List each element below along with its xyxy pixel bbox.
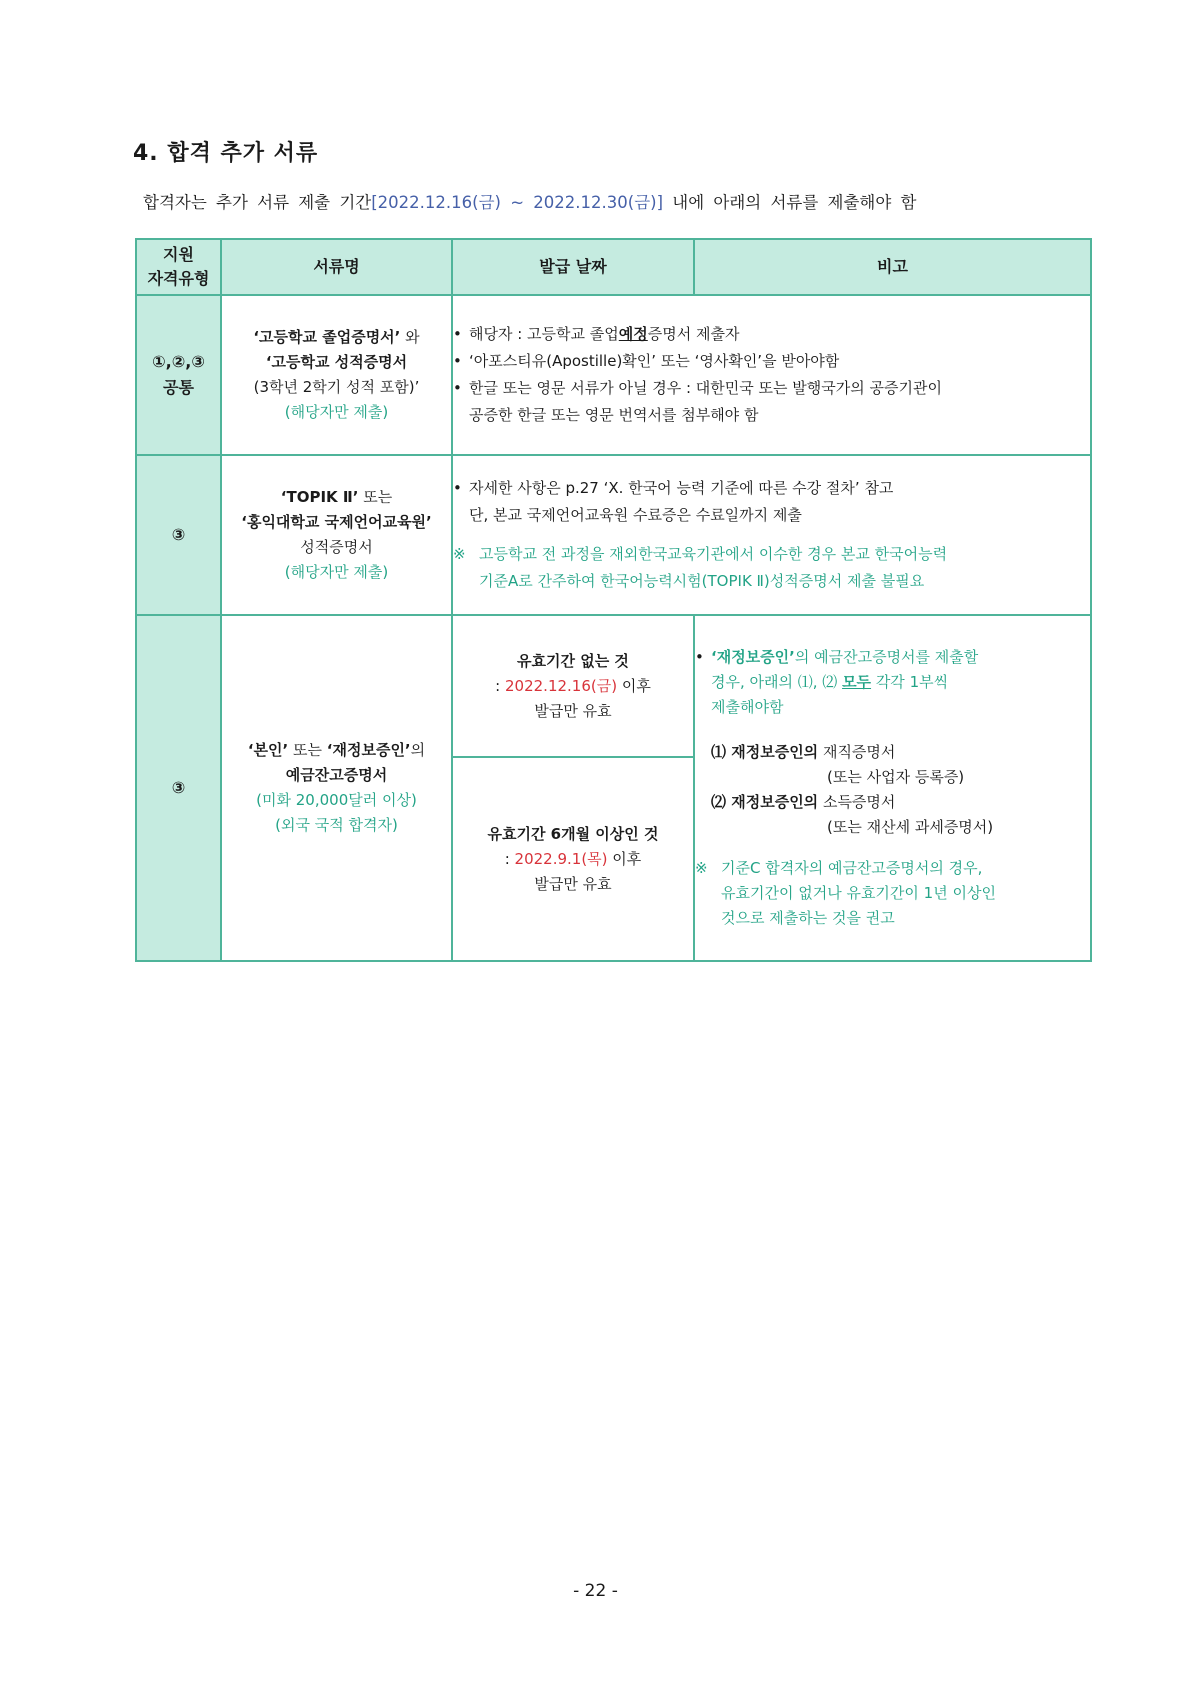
required-documents-table: [135, 238, 1092, 962]
row1-bullet-1: [453, 321, 1090, 348]
date2-tail: 발급만 유효: [534, 874, 612, 893]
table-row: [136, 295, 1091, 455]
intro-prefix: 합격자는 추가 서류 제출 기간: [143, 193, 372, 212]
row2-b1-line2: 단, 본교 국제언어교육원 수료증은 수료일까지 제출: [469, 506, 802, 524]
row3-b-line2a: 경우, 아래의 ⑴, ⑵: [711, 673, 843, 691]
row3-doc-c: 예금잔고증명서: [285, 766, 388, 784]
row1-doc-a: ‘고등학교 졸업증명서’: [253, 328, 401, 346]
table-row: [136, 455, 1091, 615]
submission-period: [2022.12.16(금) ~ 2022.12.30(금)]: [371, 193, 664, 212]
item2-number: ⑵: [711, 793, 732, 811]
section-title: 4. 합격 추가 서류: [133, 141, 319, 166]
row1-applicant-type: [136, 295, 221, 455]
row2-note-line2: 기준A로 간주하여 한국어능력시험(TOPIK Ⅱ)성적증명서 제출 불필요: [479, 572, 925, 590]
row2-doc-a: ‘TOPIK Ⅱ’: [280, 488, 359, 506]
item1-alternative: (또는 사업자 등록증): [827, 768, 965, 786]
page-number: - 22 -: [573, 1581, 618, 1601]
row3-doc-b-join: 의: [410, 741, 426, 759]
date1-tail: 발급만 유효: [534, 701, 612, 720]
row3-b-line1-text: 의 예금잔고증명서를 제출할: [794, 648, 979, 666]
row1-b1-emphasis: 예정: [618, 325, 648, 343]
row3-note-line1: 기준C 합격자의 예금잔고증명서의 경우,: [721, 859, 983, 877]
row2-note-line1: 고등학교 전 과정을 재외한국교육기관에서 이수한 경우 본교 한국어능력: [479, 545, 948, 563]
row3-bullet-list: [695, 645, 1090, 720]
row3-doc-a-join: 또는: [288, 741, 327, 759]
row2-applicant-type: ③: [136, 455, 221, 615]
row3-guarantor-items: [695, 740, 1090, 840]
row3-note-line3: 것으로 제출하는 것을 권고: [721, 909, 895, 927]
row1-bullet-2: • ‘아포스티유(Apostille)확인’ 또는 ‘영사확인’을 받아야함: [453, 348, 1090, 375]
row1-doc-a-join: 와: [400, 328, 420, 346]
date2-prefix: :: [504, 849, 515, 868]
date2-title: 유효기간 6개월 이상인 것: [487, 824, 659, 843]
row2-remarks: [452, 455, 1091, 615]
row3-note-line2: 유효기간이 없거나 유효기간이 1년 이상인: [721, 884, 996, 902]
row1-type-line2: 공통: [163, 378, 194, 397]
row2-document-name: [221, 455, 452, 615]
header-remarks: 비고: [694, 239, 1091, 295]
row1-b3-line1: • 한글 또는 영문 서류가 아닐 경우 : 대한민국 또는 발행국가의 공증기관이: [469, 379, 942, 397]
date2-date: 2022.9.1(목): [514, 849, 608, 868]
date1-date: 2022.12.16(금): [505, 676, 618, 695]
row1-type-line1: ①,②,③: [152, 352, 205, 371]
header-document-name: 서류명: [221, 239, 452, 295]
guarantor-item-2: [695, 790, 1090, 815]
reference-mark-icon: ※: [695, 859, 708, 877]
row3-doc-b: ‘재정보증인’: [326, 741, 411, 759]
intro-text: [143, 189, 916, 213]
row3-doc-line1: [222, 738, 451, 763]
table-header-row: [136, 239, 1091, 295]
row1-bullet-list: [453, 321, 1090, 429]
row2-bullet-1: [453, 475, 1090, 529]
row2-bullet-list: [453, 475, 1090, 529]
header-issue-date: 발급 날짜: [452, 239, 694, 295]
item1-number: ⑴: [711, 743, 732, 761]
item2-rest: 소득증명서: [818, 793, 896, 811]
row3-b-line3: 제출해야함: [711, 698, 784, 716]
header-type-line1: 지원: [163, 245, 194, 264]
row3-applicant-type: ③: [136, 615, 221, 961]
row2-doc-c: 성적증명서: [300, 538, 373, 556]
row3-b-line2b: 각각 1부씩: [871, 673, 949, 691]
row3-b-line1: [711, 645, 1090, 670]
row3-reference-note: [695, 856, 1090, 931]
date1-title: 유효기간 없는 것: [517, 651, 629, 670]
row3-doc-a: ‘본인’: [247, 741, 289, 759]
date2-line: [453, 847, 693, 872]
row1-remarks: [452, 295, 1091, 455]
row3-doc-d: (미화 20,000달러 이상): [256, 791, 417, 809]
header-type-line2: 자격유형: [147, 269, 210, 288]
table-row: [136, 615, 1091, 757]
row3-bullet-1: [695, 645, 1090, 720]
item2-alternative: (또는 재산세 과세증명서): [827, 818, 994, 836]
row1-b1-pre: 해당자 : 고등학교 졸업: [469, 325, 619, 343]
row3-doc-e: (외국 국적 합격자): [275, 816, 398, 834]
row1-bullet-3: [453, 375, 1090, 429]
row3-date-six-months: [452, 757, 694, 961]
row3-b-all: 모두: [842, 673, 872, 691]
row2-reference-note: [453, 541, 1090, 595]
row3-date-no-validity: [452, 615, 694, 757]
row1-doc-note: (해당자만 제출): [284, 403, 389, 421]
row3-document-name: [221, 615, 452, 961]
row3-b-emphasis: ‘재정보증인’: [711, 648, 795, 666]
header-applicant-type: [136, 239, 221, 295]
date1-prefix: :: [495, 676, 505, 695]
intro-suffix: 내에 아래의 서류를 제출해야 함: [663, 193, 917, 212]
row3-b-line2: [711, 670, 1090, 695]
reference-mark-icon: ※: [453, 545, 466, 563]
date2-suffix: 이후: [607, 849, 642, 868]
row1-b3-line2: 공증한 한글 또는 영문 번역서를 첨부해야 함: [469, 406, 759, 424]
row2-doc-b: ‘홍익대학교 국제언어교육원’: [241, 513, 432, 531]
row2-doc-note: (해당자만 제출): [284, 563, 389, 581]
row2-b1-line1: • 자세한 사항은 p.27 ‘Ⅹ. 한국어 능력 기준에 따른 수강 절차’ 참고: [469, 479, 894, 497]
item2-bold: 재정보증인의: [731, 793, 819, 811]
row2-doc-line1: [222, 485, 451, 510]
guarantor-item-1: [695, 740, 1090, 765]
row1-doc-b: ‘고등학교 성적증명서: [265, 353, 408, 371]
row1-doc-line1: [222, 325, 451, 350]
row1-document-name: [221, 295, 452, 455]
item1-rest: 재직증명서: [818, 743, 896, 761]
row2-doc-a-join: 또는: [358, 488, 393, 506]
row1-doc-c: (3학년 2학기 성적 포함)’: [253, 378, 420, 396]
row1-b1-post: 증명서 제출자: [647, 325, 740, 343]
date1-suffix: 이후: [617, 676, 651, 695]
row3-remarks: [694, 615, 1091, 961]
date1-line: [453, 674, 693, 699]
item1-bold: 재정보증인의: [731, 743, 819, 761]
